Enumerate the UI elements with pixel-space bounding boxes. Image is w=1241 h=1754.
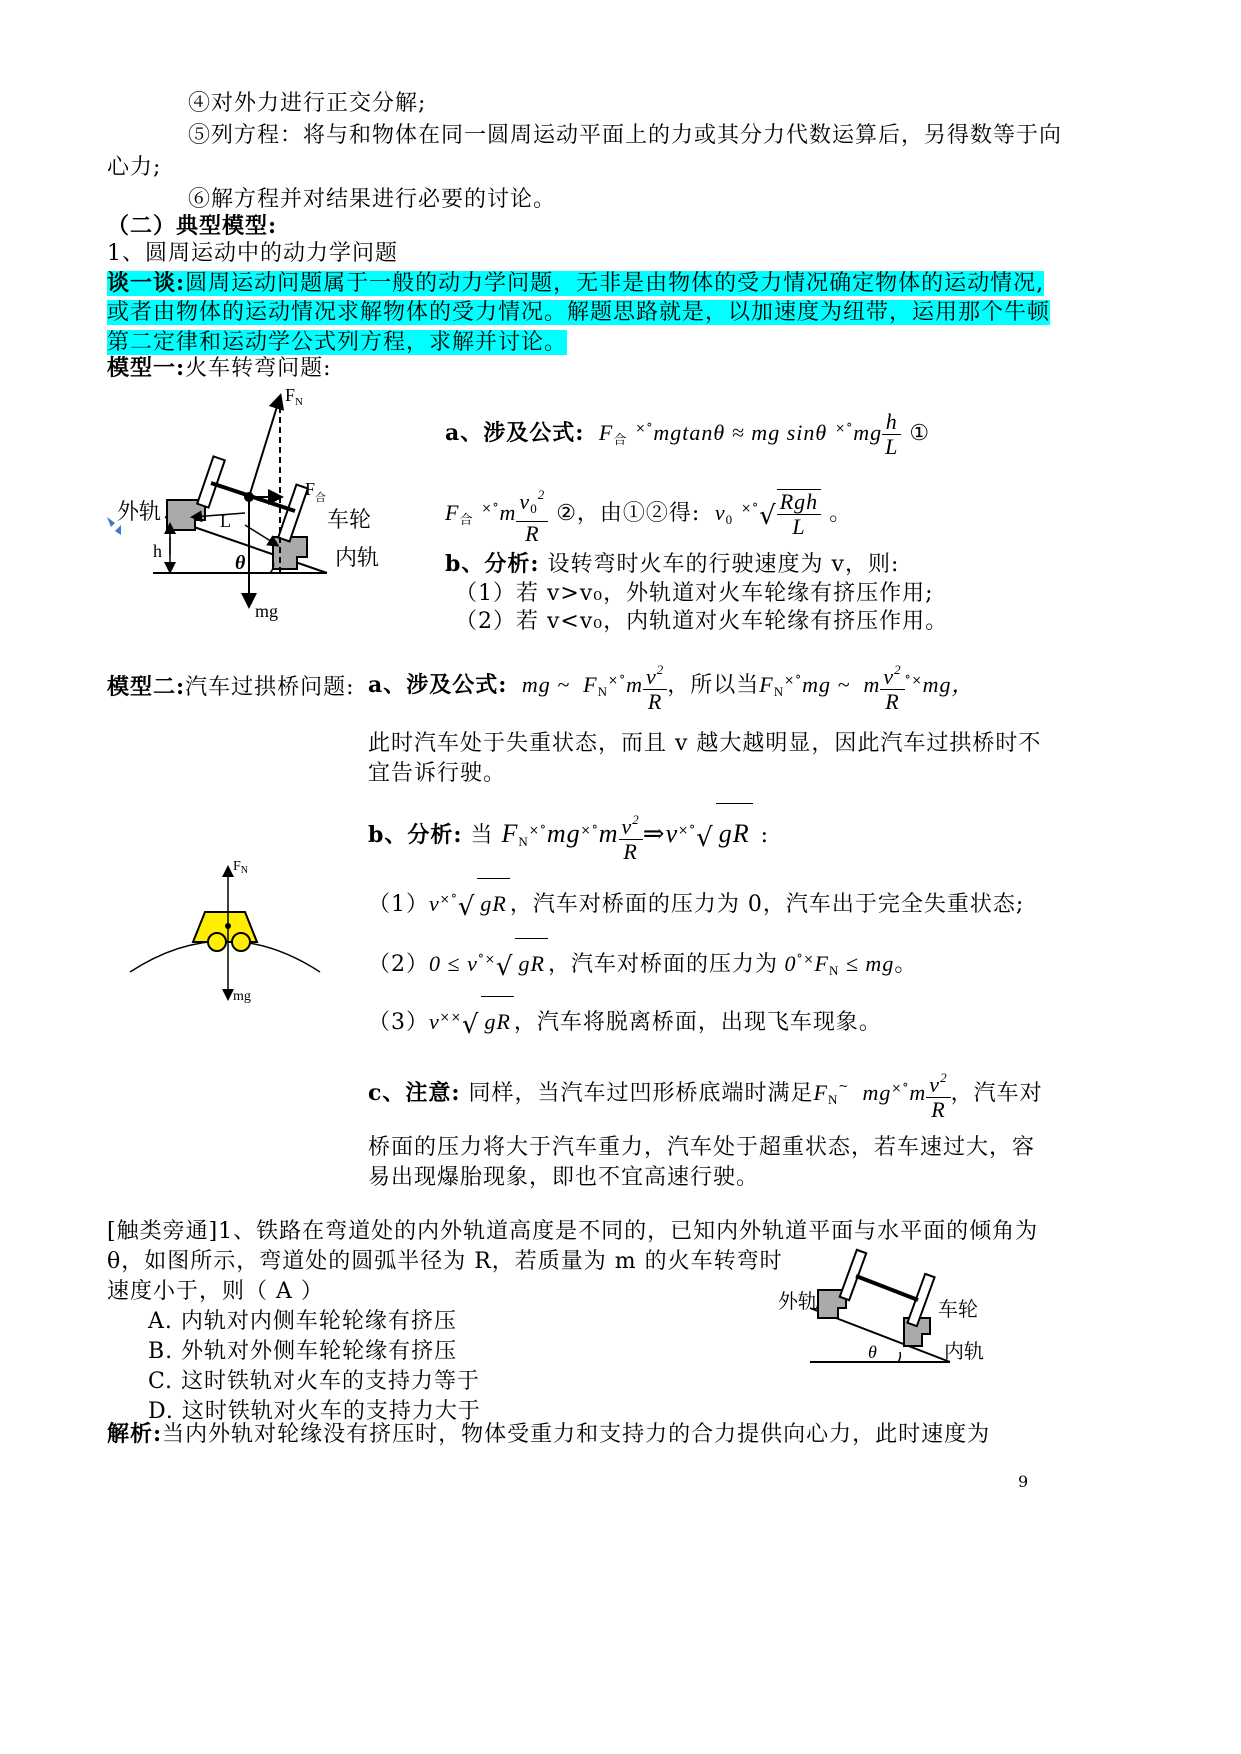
exercise-option-a: A. 内轨对内侧车轮轮缘有挤压 <box>148 1309 457 1334</box>
model1-case-1: （1）若 v>v₀，外轨道对火车轮缘有挤压作用; <box>455 581 934 606</box>
model2-formula-b: b、分析: 当 $F_N^{\times^\circ}mg^{\times^\circ}m$ $\frac{v^2}{R}$ ⇒v×°√ gR : <box>368 800 769 872</box>
wheel-label: 车轮 <box>327 508 372 533</box>
ex-theta-label: θ <box>868 1342 877 1362</box>
step-5: ⑤列方程：将与和物体在同一圆周运动平面上的力或其分力代数运算后，另得数等于向 <box>188 123 1063 148</box>
arch-bridge-diagram <box>125 850 325 1010</box>
model1-case-2: （2）若 v<v₀，内轨道对火车轮缘有挤压作用。 <box>455 609 949 634</box>
inner-rail-label: 内轨 <box>335 546 380 571</box>
model2-case-2: （2）0 ≤ v°×√ gR ，汽车对桥面的压力为 $0^{^\circ\times}F_N$ ≤ mg。 <box>368 934 917 996</box>
ex-theta-arc <box>898 1352 900 1362</box>
model2-case-3: （3）v××√ gR ，汽车将脱离桥面，出现飞车现象。 <box>368 992 882 1050</box>
step-4: ④对外力进行正交分解; <box>188 91 427 116</box>
exercise-option-c: C. 这时铁轨对火车的支持力等于 <box>148 1369 481 1394</box>
inner-wheel <box>278 485 308 542</box>
theta-arc <box>270 561 274 573</box>
mg-label-car: mg <box>233 989 251 1004</box>
model2-a-text-1: 此时汽车处于失重状态，而且 v 越大越明显，因此汽车过拱桥时不 <box>368 731 1042 756</box>
outer-wheel <box>197 456 225 507</box>
f-he-label: $F_合$ <box>305 479 327 504</box>
l-label: L <box>220 511 231 531</box>
ex-inner-label: 内轨 <box>944 1339 984 1363</box>
model2-case-1: （1）v×°√ gR ，汽车对桥面的压力为 0，汽车出于完全失重状态; <box>368 874 1024 932</box>
talk-line-3: 第二定律和运动学公式列方程，求解并讨论。 <box>107 330 568 355</box>
h-label: h <box>153 541 162 561</box>
ex-axle <box>856 1276 918 1300</box>
model2-note-2: 桥面的压力将大于汽车重力，汽车处于超重状态，若车速过大，容 <box>368 1135 1036 1160</box>
exercise-option-d: D. 这时铁轨对火车的支持力大于 <box>148 1399 481 1424</box>
theta-label: θ <box>235 552 246 574</box>
train-turn-diagram <box>95 385 395 625</box>
model1-formula-1: a、涉及公式: $F_合$ ×°mgtanθ ≈ mg sinθ ×°mg $\frac{h}{L}$ ① <box>445 408 931 459</box>
model1-analysis: b、分析: 设转弯时火车的行驶速度为 v，则: <box>445 551 900 577</box>
exercise-train-diagram <box>770 1240 1000 1380</box>
exercise-line-3: 速度小于，则（ A ） <box>107 1279 324 1304</box>
section-title: （二）典型模型: <box>107 213 278 239</box>
model2-note: c、注意: 同样，当汽车过凹形桥底端时满足$F_N^\sim$ mg×°m $\frac{v^2}{R}$ ，汽车对 <box>368 1056 1043 1130</box>
talk-label: 谈一谈: <box>107 270 186 296</box>
step-5-cont: 心力; <box>107 155 162 180</box>
fn-arrow <box>249 397 280 497</box>
mg-label: mg <box>255 601 279 621</box>
model2-formula-a: a、涉及公式: mg ~ $F_N^{\times^\circ}m$ $\frac{v^2}{R}$ ，所以当$F_N^{\times^\circ}mg$ ~ m $\frac{v^2}{R}$ °×mg， <box>368 650 975 722</box>
car-wheel-left <box>208 933 226 951</box>
ex-outer-label: 外轨 <box>778 1289 818 1313</box>
ex-outer-wheel <box>840 1250 866 1300</box>
fn-label-car: $F_N$ <box>233 859 249 876</box>
fn-label: $F_N$ <box>285 385 303 408</box>
outer-rail-label: 外轨 <box>117 500 162 525</box>
exercise-line-1: [触类旁通]1、铁路在弯道处的内外轨道高度是不同的，已知内外轨道平面与水平面的倾角为 <box>107 1219 1039 1244</box>
model2-a-text-2: 宜告诉行驶。 <box>368 761 507 786</box>
ex-wheel-label: 车轮 <box>938 1297 978 1321</box>
exercise-line-2: θ，如图所示，弯道处的圆弧半径为 R，若质量为 m 的火车转弯时 <box>107 1249 783 1274</box>
analysis-line: 解析:当内外轨对轮缘没有挤压时，物体受重力和支持力的合力提供向心力，此时速度为 <box>107 1421 991 1447</box>
talk-line-2: 或者由物体的运动情况求解物体的受力情况。解题思路就是，以加速度为纽带，运用那个牛顿 <box>107 300 1051 325</box>
model1-heading: 模型一:火车转弯问题: <box>107 355 332 381</box>
exercise-option-b: B. 外轨对外侧车轮轮缘有挤压 <box>148 1339 458 1364</box>
page-number: 9 <box>1018 1472 1030 1491</box>
subsection-title: 1、圆周运动中的动力学问题 <box>107 241 398 266</box>
step-6: ⑥解方程并对结果进行必要的讨论。 <box>188 187 557 212</box>
car-wheel-right <box>232 933 250 951</box>
talk-line-1: 谈一谈:圆周运动问题属于一般的动力学问题，无非是由物体的受力情况确定物体的运动情况, <box>107 270 1045 296</box>
model1-formula-2: $F_合$ ×°m $\frac{v_0^2}{R}$ ②，由①②得: $v_0$ ×°√ $\frac{\text{Rgh}}{L}$ 。 <box>445 478 852 551</box>
model2-heading: 模型二:汽车过拱桥问题: <box>107 674 355 700</box>
model2-note-3: 易出现爆胎现象，即也不宜高速行驶。 <box>368 1165 760 1190</box>
